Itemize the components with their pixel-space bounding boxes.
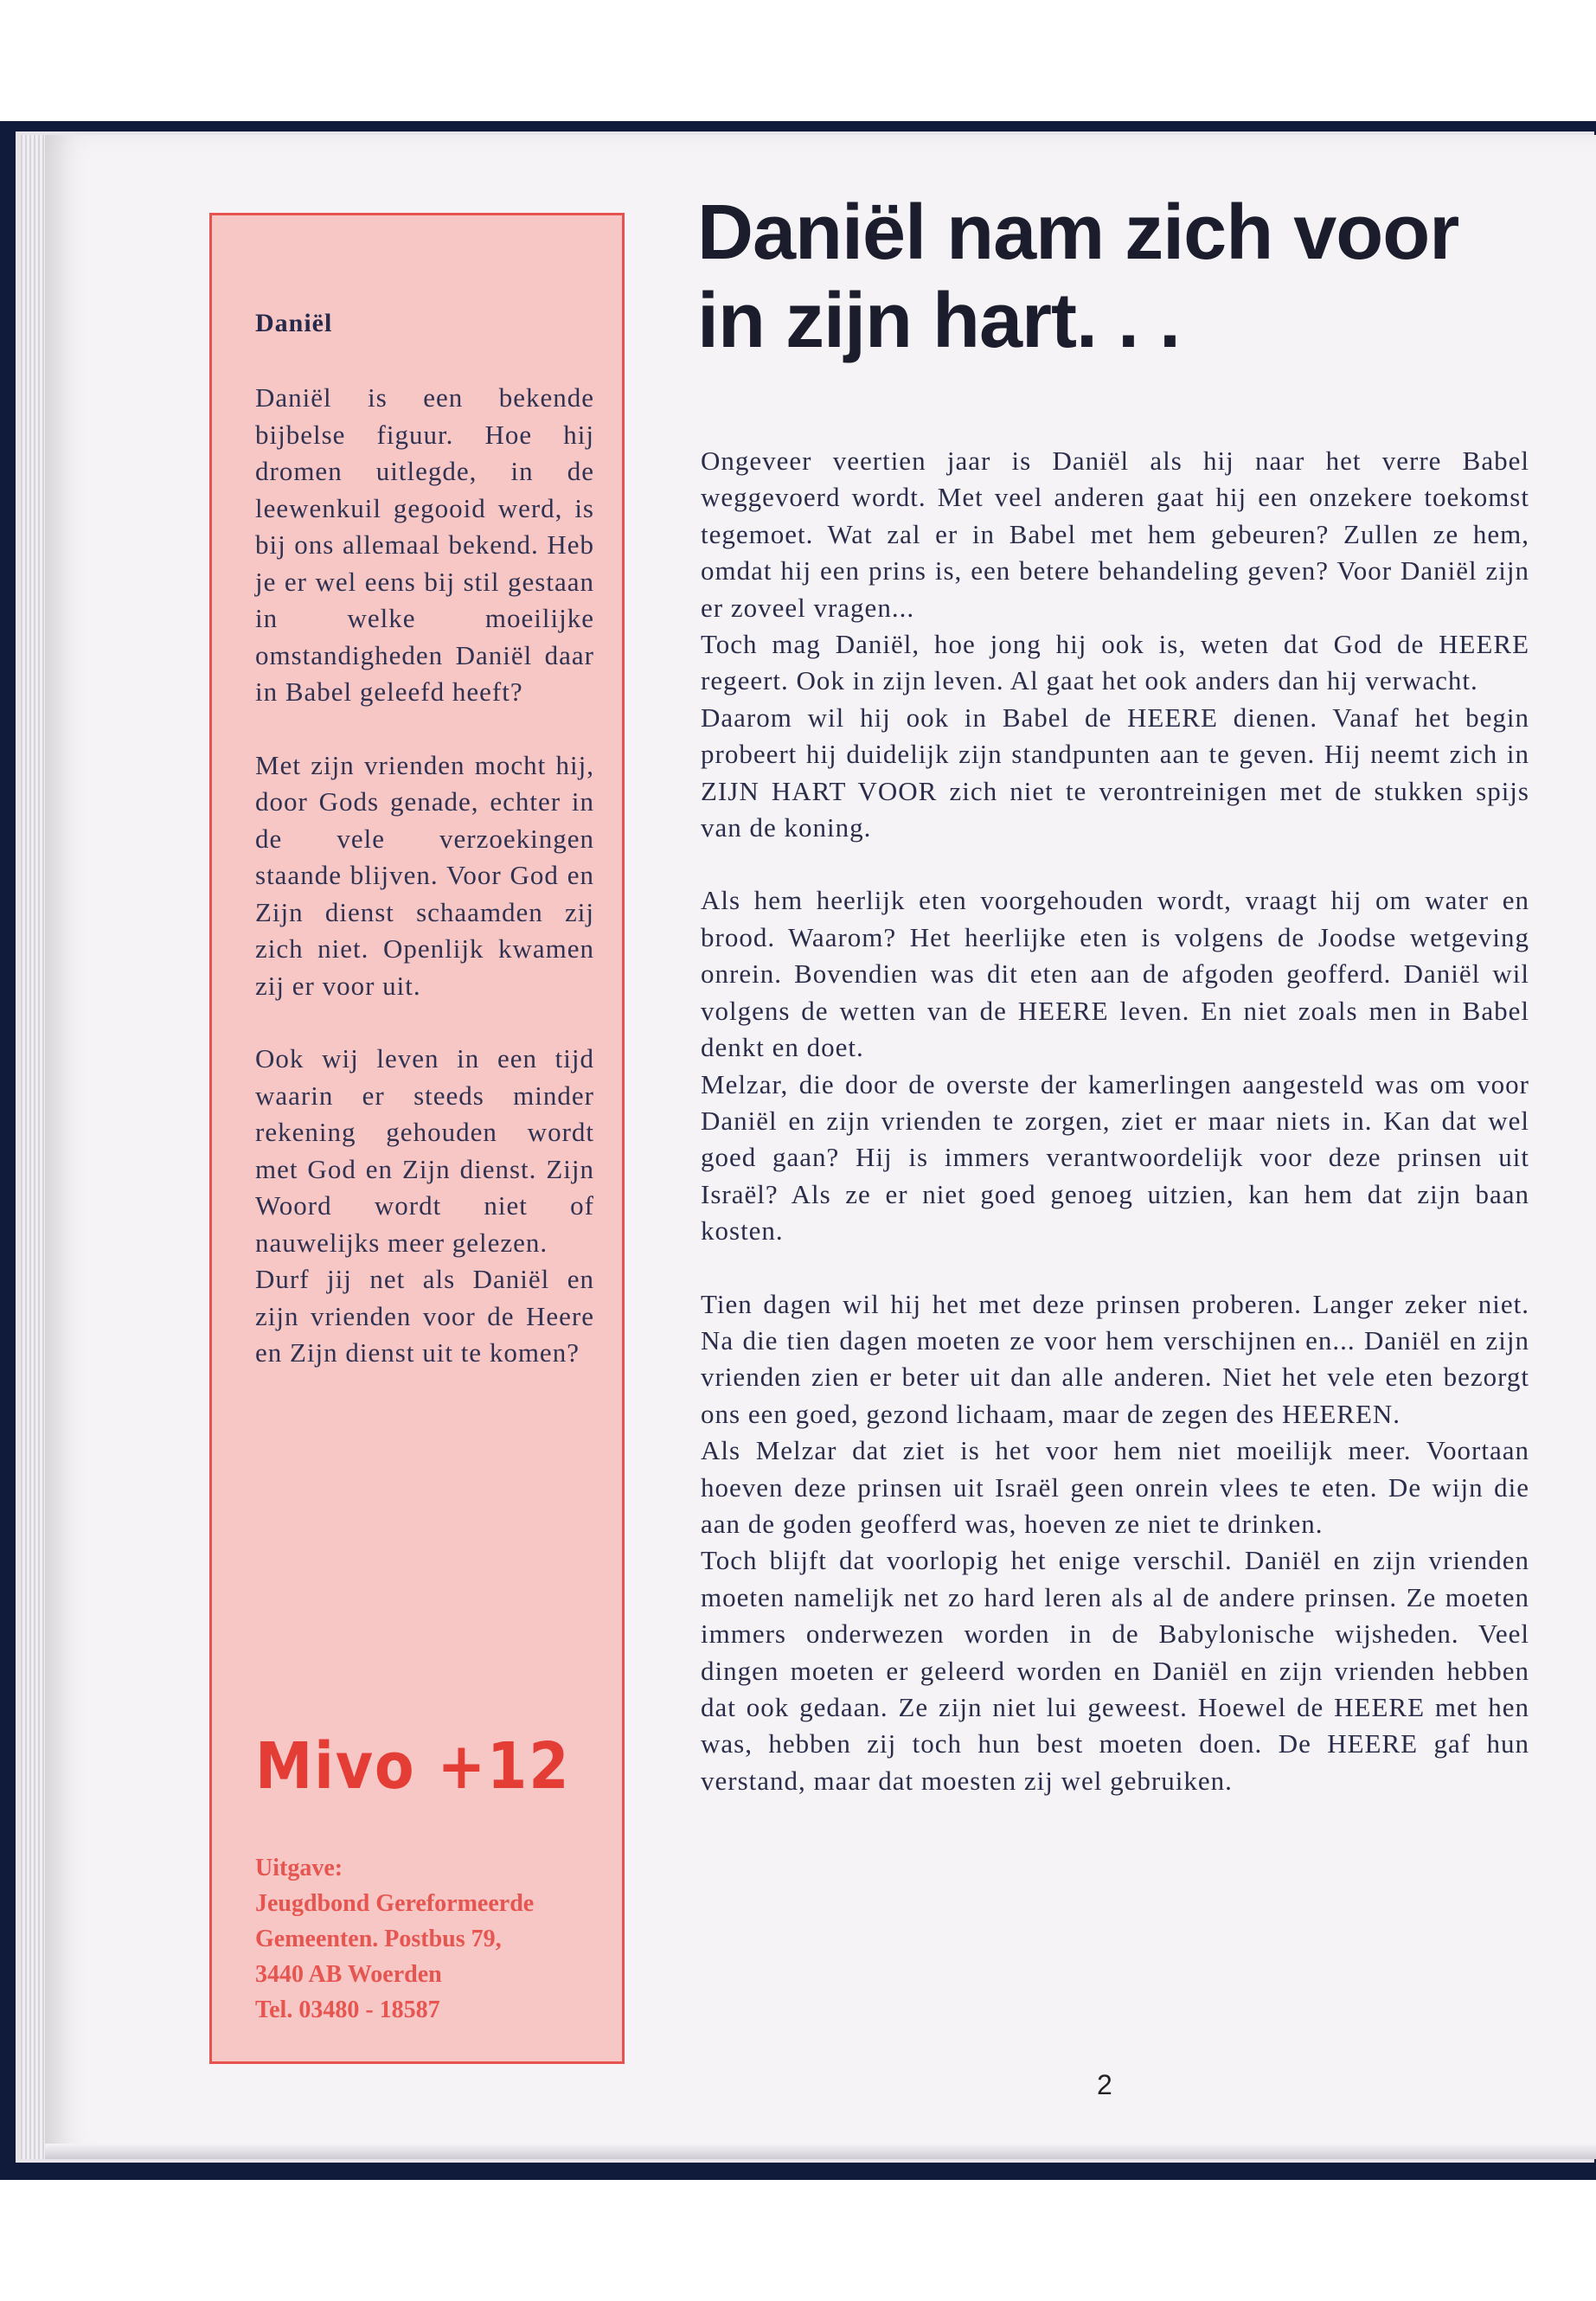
article-paragraph: Melzar, die door de overste der kamerlingen aangesteld was om voor Daniël en zijn vrienden te zorgen, ziet er maar niets in. Kan dat wel goed gaan? Hij is immers verantwoordelijk voor deze prinsen uit Israël? Als ze er niet goed genoeg uitzien, kan hem dat zijn baan kosten. — [701, 1068, 1529, 1247]
article-paragraph: Als hem heerlijk eten voorgehouden wordt, vraagt hij om water en brood. Waarom? Het heerlijke eten is volgens de Joodse wetgeving onrein. Bovendien was dit eten aan de afgoden geofferd. Daniël wil volgens de wetten van de HEERE leven. En niet zoals men in Babel denkt en doet. — [701, 885, 1529, 1063]
sidebar-text — [255, 380, 594, 1408]
headline-line: Daniël nam zich voor — [697, 189, 1459, 276]
article-paragraph: Als Melzar dat ziet is het voor hem niet moeilijk meer. Voortaan hoeven deze prinsen uit Israël geen onrein vlees te eten. De wijn die aan de goden geofferd was, hoeven ze niet te drinken. — [701, 1435, 1529, 1539]
sidebar-paragraph: Daniël is een bekende bijbelse figuur. Hoe hij dromen uitlegde, in de leewenkuil gegooid werd, is bij ons allemaal bekend. Heb je er wel eens bij stil gestaan in welke moeilijke omstandigheden Daniël daar in Babel geleefd heeft? — [255, 382, 594, 707]
article-paragraph: Toch blijft dat voorlopig het enige verschil. Daniël en zijn vrienden moeten namelijk net zo hard leren als al de andere prinsen. Ze moeten immers onderwezen worden in de Babylonische wijsheden. Veel dingen moeten er geleerd worden en Daniël en zijn vrienden hebben dat ook gedaan. Ze zijn niet lui geweest. Hoewel de HEERE met hen was, hebben zij toch hun best moeten doen. De HEERE gaf hun verstand, maar dat moesten zij wel gebruiken. — [701, 1545, 1529, 1796]
page-bottom-shadow — [45, 2144, 1596, 2159]
publisher-line: Jeugdbond Gereformeerde — [255, 1890, 535, 1917]
mivo-logo: Mivo +12 — [255, 1729, 571, 1804]
publisher-line: Gemeenten. Postbus 79, — [255, 1926, 502, 1952]
article-headline — [697, 189, 1562, 365]
article-paragraph: Tien dagen wil hij het met deze prinsen proberen. Langer zeker niet. Na die tien dagen moeten ze voor hem verschijnen en... Daniël en zijn vrienden zien er beter uit dan alle anderen. Niet het vele eten bezorgt ons een goed, gezond lichaam, maar de zegen des HEEREN. — [701, 1288, 1529, 1429]
article-body — [701, 443, 1529, 1799]
page-edges — [21, 135, 45, 2159]
sidebar-paragraph: Durf jij net als Daniël en zijn vrienden voor de Heere en Zijn dienst uit te komen? — [255, 1264, 594, 1368]
sidebar-paragraph: Ook wij leven in een tijd waarin er steeds minder rekening gehouden wordt met God en Zijn dienst. Zijn Woord wordt niet of nauwelijks meer gelezen. — [255, 1043, 594, 1258]
publisher-info — [255, 1850, 601, 2028]
publisher-line: Tel. 03480 - 18587 — [255, 1997, 440, 2023]
sidebar-box — [209, 213, 625, 2064]
sidebar-title: Daniël — [255, 309, 333, 337]
publisher-line: 3440 AB Woerden — [255, 1961, 442, 1988]
page-number: 2 — [1097, 2069, 1112, 2100]
article-paragraph: Toch mag Daniël, hoe jong hij ook is, weten dat God de HEERE regeert. Ook in zijn leven. Al gaat het ook anders dan hij verwacht. — [701, 629, 1529, 696]
publisher-label: Uitgave: — [255, 1855, 343, 1881]
sidebar-paragraph: Met zijn vrienden mocht hij, door Gods genade, echter in de vele verzoekingen staande blijven. Voor God en Zijn dienst schaamden zij zich niet. Openlijk kwamen zij er voor uit. — [255, 749, 594, 1001]
article-paragraph: Daarom wil hij ook in Babel de HEERE dienen. Vanaf het begin probeert hij duidelijk zijn standpunten aan te geven. Hij neemt zich in ZIJN HART VOOR zich niet te verontreinigen met de stukken spijs van de koning. — [701, 702, 1529, 843]
headline-line: in zijn hart. . . — [697, 278, 1181, 364]
article-paragraph: Ongeveer veertien jaar is Daniël als hij naar het verre Babel weggevoerd wordt. Met veel anderen gaat hij een onzekere toekomst tegemoet. Wat zal er in Babel met hem gebeuren? Zullen ze hem, omdat hij een prins is, een betere behandeling geven? Voor Daniël zijn er zoveel vragen... — [701, 445, 1529, 623]
